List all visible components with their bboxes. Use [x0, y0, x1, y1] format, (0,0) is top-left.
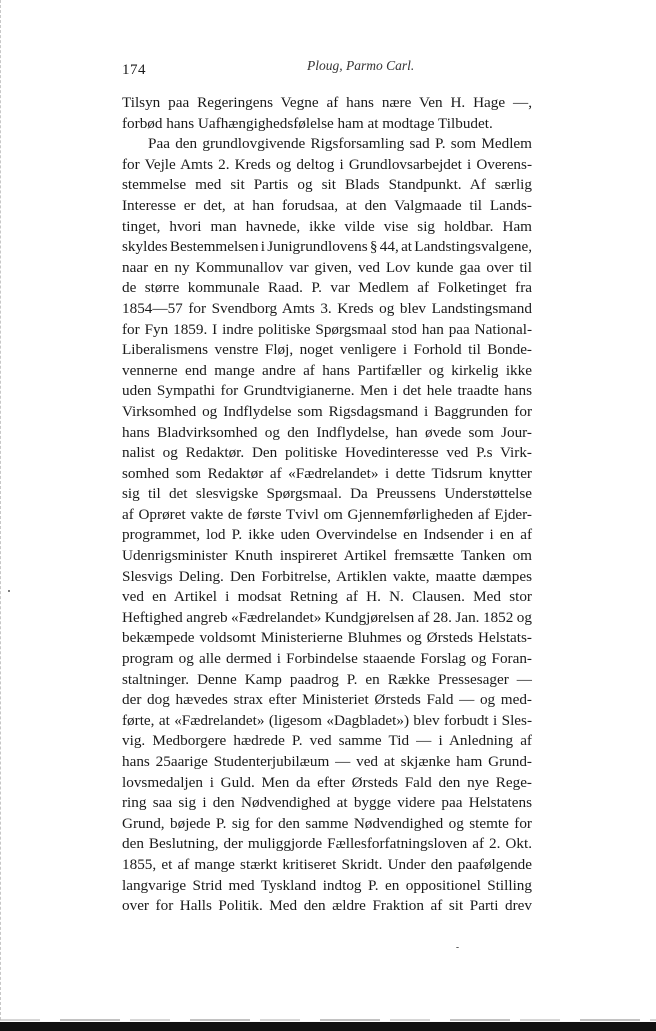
text-line: tinget, hvori man havnede, ikke vilde vise sig holdbar. Ham — [122, 217, 532, 235]
text-line: de større kommunale Raad. P. var Medlem af Folketinget fra — [122, 279, 532, 297]
running-head: Ploug, Parmo Carl. — [307, 58, 415, 73]
text-line: nalist og Redaktør. Den politiske Hovedinteresse ved P.s Virk- — [122, 444, 532, 462]
page-number: 174 — [122, 62, 146, 78]
scan-bottom-edge — [0, 1022, 656, 1031]
text-line: Virksomhed og Indflydelse som Rigsdagsmand i Baggrunden for — [122, 402, 532, 420]
text-line: for Vejle Amts 2. Kreds og deltog i Grundlovsarbejdet i Overens- — [122, 155, 532, 173]
text-line: Tilsyn paa Regeringens Vegne af hans nære Ven H. Hage —, — [122, 94, 532, 111]
text-line: stemmelse med sit Partis og sit Blads Standpunkt. Af særlig — [122, 176, 532, 194]
scan-speck — [8, 590, 10, 592]
text-line: forbød hans Uafhængighedsfølelse ham at modtage Tilbudet. — [122, 114, 493, 132]
text-line: staltninger. Denne Kamp paadrog P. en Række Pressesager — — [122, 670, 532, 688]
text-line: der dog hævedes strax efter Ministeriet Ørsteds Fald — og med- — [122, 691, 532, 709]
text-line: bekæmpede voldsomt Ministerierne Bluhmes og Ørsteds Helstats- — [122, 629, 532, 647]
text-line: af Oprøret vakte de første Tvivl om Gjennemførligheden af Ejder- — [122, 505, 532, 523]
text-line: programmet, lod P. ikke uden Overvindelse en Indsender i en af — [122, 526, 532, 544]
text-line: somhed som Redaktør af «Fædrelandet» i dette Tidsrum knytter — [122, 464, 532, 482]
text-line: sig til det slesvigske Spørgsmaal. Da Preussens Understøttelse — [122, 485, 532, 503]
text-line: 1854—57 for Svendborg Amts 3. Kreds og blev Landstingsmand — [122, 299, 532, 317]
text-line: vennerne end mange andre af hans Partifæller og kirkelig ikke — [122, 361, 532, 379]
text-line: program og alle dermed i Forbindelse staaende Forslag og Foran- — [122, 650, 532, 668]
text-line: førte, at «Fædrelandet» (ligesom «Dagbladet») blev forbudt i Sles- — [122, 711, 532, 729]
text-line: Liberalismens venstre Fløj, noget venligere i Forhold til Bonde- — [122, 341, 532, 359]
text-line: Udenrigsminister Knuth inspireret Artikel fremsætte Tanken om — [122, 547, 532, 565]
body-text — [122, 93, 532, 917]
text-line: den Beslutning, der muliggjorde Fællesforfatningsloven af 2. Okt. — [122, 835, 532, 853]
text-line: hans Bladvirksomhed og den Indflydelse, han øvede som Jour- — [122, 423, 532, 441]
text-line: vig. Medborgere hædrede P. ved samme Tid — i Anledning af — [122, 732, 532, 750]
text-line: ved en Artikel i modsat Retning af H. N. Clausen. Med stor — [122, 588, 532, 606]
text-line: Paa den grundlovgivende Rigsforsamling sad P. som Medlem — [148, 135, 532, 153]
scan-left-edge — [0, 0, 2, 1020]
text-line: Grund, bøjede P. sig for den samme Nødvendighed og stemte for — [122, 814, 532, 832]
text-line: skyldes Bestemmelsen i Junigrundlovens § 44, at Landstingsvalgene, — [122, 238, 532, 256]
text-line: hans 25aarige Studenterjubilæum — ved at skjænke ham Grund- — [122, 753, 532, 770]
page-header — [122, 58, 532, 78]
text-line: Heftighed angreb «Fædrelandet» Kundgjørelsen af 28. Jan. 1852 og — [122, 608, 532, 626]
text-line: ring saa sig i den Nødvendighed at bygge videre paa Helstatens — [122, 794, 532, 812]
text-line: uden Sympathi for Grundtvigianerne. Men i det hele traadte hans — [122, 382, 532, 400]
text-line: 1855, et af mange stærkt kritiseret Skridt. Under den paafølgende — [122, 855, 532, 873]
scan-speck — [456, 947, 459, 948]
text-line: naar en ny Kommunallov var given, ved Lov kunde gaa over til — [122, 258, 532, 276]
text-line: langvarige Strid med Tyskland indtog P. en oppositionel Stilling — [122, 876, 532, 894]
text-line: Interesse er det, at han forudsaa, at den Valgmaade til Lands- — [122, 196, 532, 214]
text-line: for Fyn 1859. I indre politiske Spørgsmaal stod han paa National- — [122, 320, 532, 338]
text-line: Slesvigs Deling. Den Forbitrelse, Artiklen vakte, maatte dæmpes — [122, 567, 532, 585]
text-line: over for Halls Politik. Med den ældre Fraktion af sit Parti drev — [122, 897, 532, 915]
text-line: lovsmedaljen i Guld. Men da efter Ørsteds Fald den nye Rege- — [122, 773, 532, 791]
